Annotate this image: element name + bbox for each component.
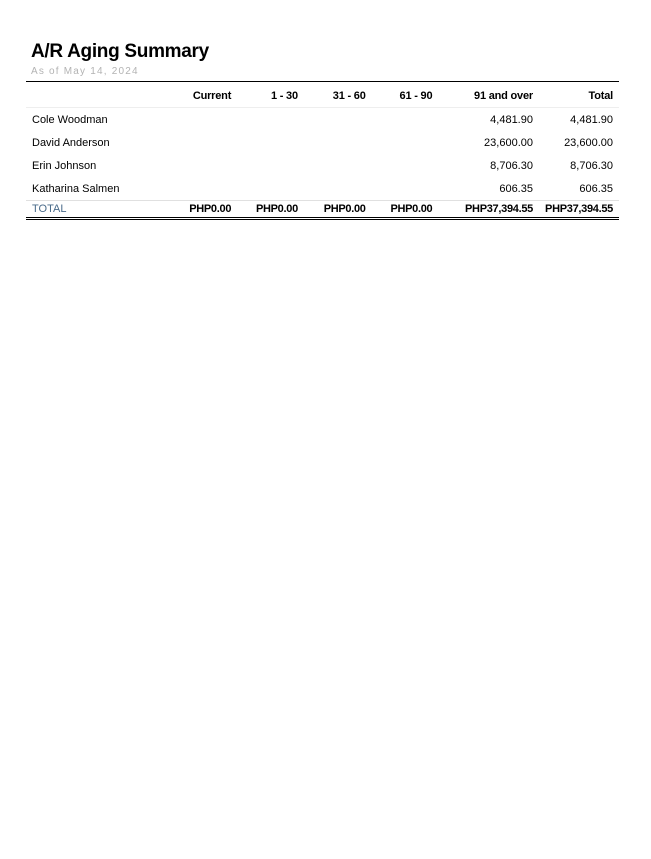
cell-current <box>158 177 238 201</box>
cell-91-over[interactable]: 23,600.00 <box>484 136 533 149</box>
cell-31-60 <box>304 108 372 132</box>
cell-91-over[interactable]: 606.35 <box>499 182 533 195</box>
cell-61-90 <box>372 177 439 201</box>
table-row <box>26 177 619 201</box>
cell-total[interactable]: 4,481.90 <box>570 113 613 126</box>
customer-name[interactable]: David Anderson <box>32 136 110 149</box>
total-label: TOTAL <box>26 201 158 219</box>
report-subtitle: As of May 14, 2024 <box>31 66 139 77</box>
cell-91-over[interactable]: 8,706.30 <box>490 159 533 172</box>
cell-1-30 <box>237 131 304 154</box>
cell-31-60 <box>304 154 372 177</box>
cell-61-90 <box>372 131 439 154</box>
grand-total: PHP37,394.55 <box>539 201 619 219</box>
cell-total[interactable]: 8,706.30 <box>570 159 613 172</box>
cell-31-60 <box>304 177 372 201</box>
cell-1-30 <box>237 177 304 201</box>
customer-name[interactable]: Cole Woodman <box>32 113 108 126</box>
cell-total[interactable]: 23,600.00 <box>564 136 613 149</box>
total-61-90: PHP0.00 <box>372 201 439 219</box>
cell-current <box>158 108 238 132</box>
col-header-31-60: 31 - 60 <box>304 82 372 108</box>
table-row <box>26 108 619 132</box>
cell-1-30 <box>237 154 304 177</box>
cell-31-60 <box>304 131 372 154</box>
aging-table <box>26 81 619 220</box>
report <box>26 40 619 220</box>
total-current: PHP0.00 <box>158 201 238 219</box>
cell-current <box>158 154 238 177</box>
header-row <box>26 82 619 108</box>
total-1-30: PHP0.00 <box>237 201 304 219</box>
table-row <box>26 131 619 154</box>
report-title: A/R Aging Summary <box>31 41 209 62</box>
col-header-61-90: 61 - 90 <box>372 82 439 108</box>
cell-91-over[interactable]: 4,481.90 <box>490 113 533 126</box>
col-header-91-over: 91 and over <box>438 82 539 108</box>
table-row <box>26 154 619 177</box>
col-header-name <box>26 82 158 108</box>
total-31-60: PHP0.00 <box>304 201 372 219</box>
col-header-1-30: 1 - 30 <box>237 82 304 108</box>
customer-name[interactable]: Katharina Salmen <box>32 182 120 195</box>
cell-61-90 <box>372 154 439 177</box>
total-row <box>26 201 619 219</box>
cell-total[interactable]: 606.35 <box>579 182 613 195</box>
col-header-current: Current <box>158 82 238 108</box>
cell-61-90 <box>372 108 439 132</box>
total-91-over: PHP37,394.55 <box>438 201 539 219</box>
cell-1-30 <box>237 108 304 132</box>
customer-name[interactable]: Erin Johnson <box>32 159 97 172</box>
col-header-total: Total <box>539 82 619 108</box>
cell-current <box>158 131 238 154</box>
